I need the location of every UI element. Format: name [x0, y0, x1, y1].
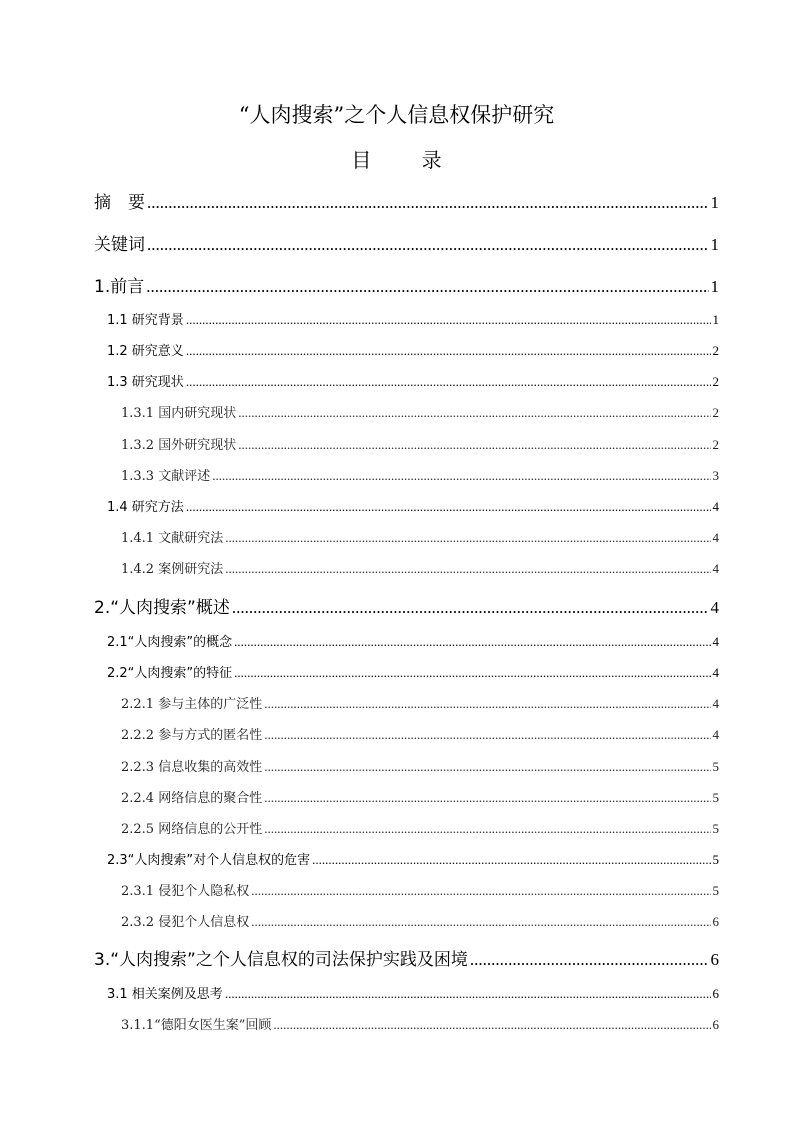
- toc-dot-leader: [251, 914, 710, 930]
- toc-page-number: 4: [712, 499, 719, 514]
- toc-page-number: 1: [710, 193, 719, 212]
- toc-entry-label: 1.4.2 案例研究法: [121, 562, 224, 577]
- toc-page-number: 6: [710, 950, 719, 969]
- toc-entry-label: 2.3.1 侵犯个人隐私权: [121, 884, 250, 899]
- toc-page-number: 4: [710, 598, 719, 617]
- document-title: “人肉搜索”之个人信息权保护研究: [238, 103, 555, 127]
- toc-dot-leader: [225, 561, 710, 577]
- toc-dot-leader: [264, 790, 710, 806]
- toc-entry-label: 1.4.1 文献研究法: [121, 531, 224, 546]
- toc-entry[interactable]: [121, 911, 719, 930]
- toc-entry[interactable]: [121, 880, 719, 899]
- toc-entry-label: 2.3“人肉搜索”对个人信息权的危害: [107, 853, 311, 868]
- toc-entry-label: 2.1“人肉搜索”的概念: [107, 635, 233, 650]
- toc-page-number: 6: [712, 986, 719, 1001]
- toc-dot-leader: [234, 634, 710, 650]
- toc-page-number: 6: [712, 1017, 719, 1032]
- toc-entry[interactable]: [107, 631, 719, 650]
- toc-page-number: 4: [712, 634, 719, 649]
- toc-entry[interactable]: [121, 558, 719, 577]
- toc-entry[interactable]: [94, 593, 719, 618]
- toc-entry[interactable]: [107, 983, 719, 1002]
- toc-entry[interactable]: [107, 849, 719, 868]
- toc-entry[interactable]: [121, 724, 719, 743]
- toc-entry-label: 1.3.1 国内研究现状: [121, 406, 237, 421]
- toc-entry[interactable]: [107, 662, 719, 681]
- toc-entry[interactable]: [107, 371, 719, 390]
- toc-entry[interactable]: [94, 188, 719, 213]
- toc-dot-leader: [238, 437, 710, 453]
- toc-entry[interactable]: [121, 756, 719, 775]
- toc-entry-label: 1.2 研究意义: [107, 344, 184, 359]
- toc-entry-label: 2.2.5 网络信息的公开性: [121, 822, 263, 837]
- toc-entry[interactable]: [94, 272, 719, 297]
- toc-page-number: 1: [710, 235, 719, 254]
- toc-entry-label: 关键词: [94, 235, 145, 255]
- toc-entry-label: 1.3.3 文献评述: [121, 469, 211, 484]
- toc-entry-label: 1.3.2 国外研究现状: [121, 438, 237, 453]
- toc-entry-label: 1.1 研究背景: [107, 313, 184, 328]
- toc-entry[interactable]: [94, 945, 719, 970]
- toc-page-number: 4: [712, 665, 719, 680]
- toc-dot-leader: [264, 727, 710, 743]
- toc-entry-label: 2.2.3 信息收集的高效性: [121, 760, 263, 775]
- toc-entry-label: 3.1 相关案例及思考: [107, 987, 223, 1002]
- toc-entry-label: 1.3 研究现状: [107, 375, 184, 390]
- toc-entry[interactable]: [121, 527, 719, 546]
- toc-entry[interactable]: [121, 402, 719, 421]
- toc-dot-leader: [225, 986, 711, 1002]
- toc-entry[interactable]: [107, 340, 719, 359]
- toc-dot-leader: [238, 405, 710, 421]
- toc-entry[interactable]: [121, 465, 719, 484]
- toc-dot-leader: [146, 277, 708, 297]
- toc-page-number: 5: [712, 852, 719, 867]
- toc-heading: 目 录: [351, 148, 464, 172]
- toc-page-number: 4: [712, 561, 719, 576]
- toc-entry[interactable]: [121, 787, 719, 806]
- toc-page-number: 4: [712, 727, 719, 742]
- toc-page-number: 1: [712, 312, 719, 327]
- toc-entry-label: 1.前言: [94, 277, 145, 297]
- toc-dot-leader: [147, 235, 709, 255]
- toc-dot-leader: [234, 665, 710, 681]
- toc-dot-leader: [186, 343, 711, 359]
- toc-entry-label: 2.2“人肉搜索”的特征: [107, 666, 233, 681]
- toc-dot-leader: [251, 883, 710, 899]
- toc-page-number: 2: [712, 405, 719, 420]
- toc-dot-leader: [264, 759, 710, 775]
- toc-entry-label: 2.2.2 参与方式的匿名性: [121, 728, 263, 743]
- toc-page-number: 3: [712, 468, 719, 483]
- toc-dot-leader: [264, 696, 710, 712]
- toc-dot-leader: [186, 499, 711, 515]
- toc-entry-label: 2.2.4 网络信息的聚合性: [121, 791, 263, 806]
- toc-dot-leader: [225, 530, 710, 546]
- toc-entry[interactable]: [107, 309, 719, 328]
- toc-dot-leader: [186, 374, 711, 390]
- toc-entry-label: 3.1.1“德阳女医生案”回顾: [121, 1018, 272, 1033]
- toc-dot-leader: [147, 193, 709, 213]
- toc-entry-label: 2.3.2 侵犯个人信息权: [121, 915, 250, 930]
- toc-page-number: 2: [712, 343, 719, 358]
- toc-page-number: 2: [712, 437, 719, 452]
- toc-page-number: 4: [712, 696, 719, 711]
- toc-page-number: 2: [712, 374, 719, 389]
- toc-entry-label: 3.“人肉搜索”之个人信息权的司法保护实践及困境: [94, 950, 468, 970]
- toc-entry-label: 1.4 研究方法: [107, 500, 184, 515]
- toc-page-number: 1: [710, 277, 719, 296]
- toc-entry-label: 摘 要: [94, 193, 145, 213]
- toc-page-number: 4: [712, 530, 719, 545]
- toc-entry-label: 2.2.1 参与主体的广泛性: [121, 697, 263, 712]
- toc-entry[interactable]: [121, 693, 719, 712]
- toc-dot-leader: [264, 821, 710, 837]
- toc-entry[interactable]: [121, 818, 719, 837]
- toc-entry[interactable]: [94, 230, 719, 255]
- toc-entry-label: 2.“人肉搜索”概述: [94, 598, 230, 618]
- toc-page-number: 5: [712, 759, 719, 774]
- toc-entry[interactable]: [121, 434, 719, 453]
- toc-entry[interactable]: [107, 496, 719, 515]
- toc-dot-leader: [273, 1017, 710, 1033]
- toc-dot-leader: [212, 468, 710, 484]
- toc-page-number: 5: [712, 883, 719, 898]
- toc-entry[interactable]: [121, 1014, 719, 1033]
- toc-dot-leader: [312, 852, 710, 868]
- toc-dot-leader: [186, 312, 711, 328]
- toc-dot-leader: [470, 950, 709, 970]
- toc-page-number: 5: [712, 821, 719, 836]
- toc-page-number: 5: [712, 790, 719, 805]
- toc-page-number: 6: [712, 914, 719, 929]
- toc-dot-leader: [232, 598, 709, 618]
